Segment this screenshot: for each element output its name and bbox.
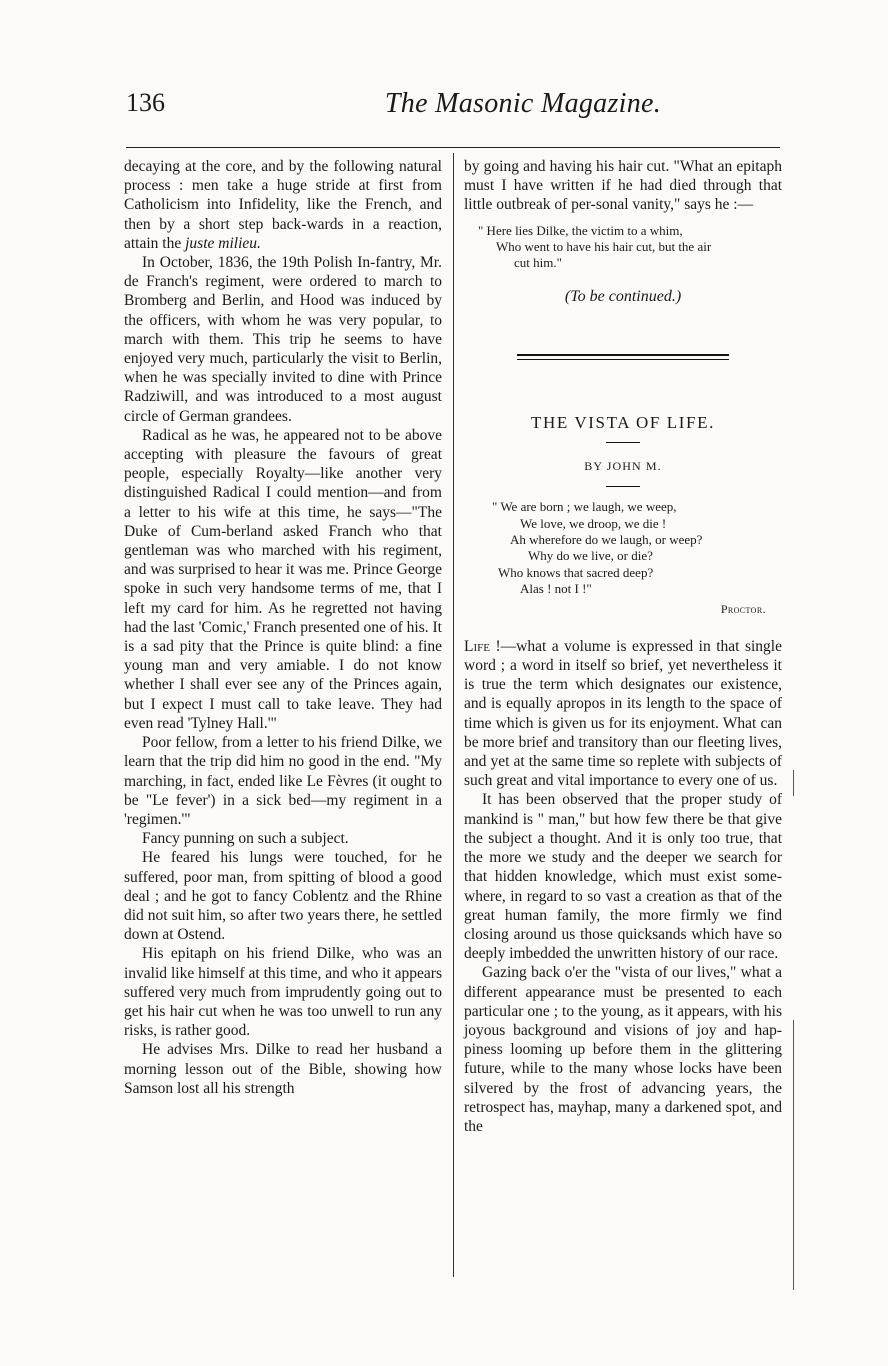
section-double-rule [517,354,729,363]
left-paragraph-4: Poor fellow, from a letter to his friend Dilke, we learn that the trip did him no good in the end. "My marching, in fact, ended like Le Fèvres (it ought to be "Le fever') in a sick bed—my regiment in a 'regimen.'" [124,734,442,828]
right-paragraph-2: Life !—what a volume is expressed in that single word ; a word in itself so brief, yet nevertheless it is true the term which designates our existence, and is equally apropos in its length to the space of time which is given us for its enjoyment. What can be more brief and transitory than our fleeting lives, and yet at the same time so replete with subjects of such great and vital importance to every one of us. [464,637,782,790]
right-paragraph-3: It has been observed that the proper study of mankind is " man," but how few there be that give the subject a thought. And it is only too true, that the more we study and the deeper we search for that hidden knowledge, which must exist some-where, in regard to so vast a creation as that of the great human family, the more firmly we find closing around us those quicksands which have so deeply imbedded the unwritten history of our race. [464,791,782,963]
left-paragraph-6: He feared his lungs were touched, for he suffered, poor man, from spitting of blood a good deal ; and he got to fancy Coblentz and the Rhine did not suit him, so after two years there, he settled down at Ostend. [124,849,442,944]
poem-line: " We are born ; we laugh, we weep, [492,499,677,515]
juste-milieu-italic: juste milieu. [185,234,261,252]
epitaph-verse [464,223,782,271]
left-paragraph-3: Radical as he was, he appeared not to be above accepting with pleasure the favours of great people, especially Royalty—like another very distinguished Radical I could mention—and from a letter to his wife at this time, he says—"The Duke of Cum-berland asked Franch who that gentleman was who marched with his regiment, and was surprised to hear it was me. Prince George spoke in such very handsome terms of me, that I left my card for him. As he regretted not having had the last 'Comic,' Franch presented one of his. It is a sad pity that the Prince is quite blind: a fine young man and very amiable. I do not know whether I shall ever see any of the Princes again, but I expect I must call to take leave. They had even read 'Tylney Hall.'" [124,426,442,732]
byline: BY JOHN M. [584,459,662,474]
page-header [126,82,780,126]
header-rule [126,147,780,148]
epitaph-line: Who went to have his hair cut, but the air [496,238,712,254]
title-rule [606,442,640,443]
poem-line: Why do we live, or die? [528,548,653,564]
left-paragraph-5: Fancy punning on such a subject. [142,830,349,848]
page-number: 136 [126,88,165,117]
edge-mark [793,770,794,796]
to-be-continued: (To be continued.) [564,287,682,305]
poem-line: Ah wherefore do we laugh, or weep? [510,532,703,548]
left-paragraph-2: In October, 1836, the 19th Polish In-fantry, Mr. de Franch's regiment, were ordered to march to Bromberg and Berlin, and Hood was induced by the officers, with whom he was very popular, to march with them. This trip he seems to have enjoyed very much, particularly the visit to Berlin, when he was specially invited to dine with Prince Radziwill, and was introduced to a most august circle of German grandees. [124,254,442,425]
epitaph-line: cut him." [514,254,562,270]
left-paragraph-1: decaying at the core, and by the following natural process : men take a huge stride at first from Catholicism into Infidelity, like the French, and then by a short step back-wards in a reaction, attain the juste milieu. [124,158,442,252]
poem-line: We love, we droop, we die ! [520,515,667,531]
edge-mark [793,1020,794,1290]
article-title: THE VISTA OF LIFE. [531,412,715,432]
epigraph-poem [464,499,782,597]
poem-line: Who knows that sacred deep? [498,564,654,580]
poem-line: Alas ! not I !" [520,581,592,597]
epitaph-line: " Here lies Dilke, the victim to a whim, [478,222,683,238]
column-divider [453,153,454,1277]
right-column [464,157,782,1136]
left-column [124,157,442,1098]
left-paragraph-8: He advises Mrs. Dilke to read her husband a morning lesson out of the Bible, showing how Samson lost all his strength [124,1041,442,1097]
right-paragraph-1: by going and having his hair cut. "What an epitaph must I have written if he had died through that little outbreak of per-sonal vanity," says he :— [464,158,782,214]
byline-rule [606,486,640,487]
right-paragraph-4: Gazing back o'er the "vista of our lives," what a different appearance must be presented to each particular one ; to the young, as it appears, with his joyous background and visions of joy and hap-piness looming up before them in the glittering future, while to the many whose locks have been silvered by the frost of advancing years, the retrospect has, mayhap, many a darkened spot, and the [464,964,782,1135]
poem-attribution: Proctor. [720,601,766,616]
life-lead-word: Life [464,637,490,655]
running-title: The Masonic Magazine. [384,88,662,119]
left-paragraph-7: His epitaph on his friend Dilke, who was an invalid like himself at this time, and who it appears suffered very much from imprudently going out to get his hair cut when he was too unwell to run any risks, is rather good. [124,945,442,1040]
